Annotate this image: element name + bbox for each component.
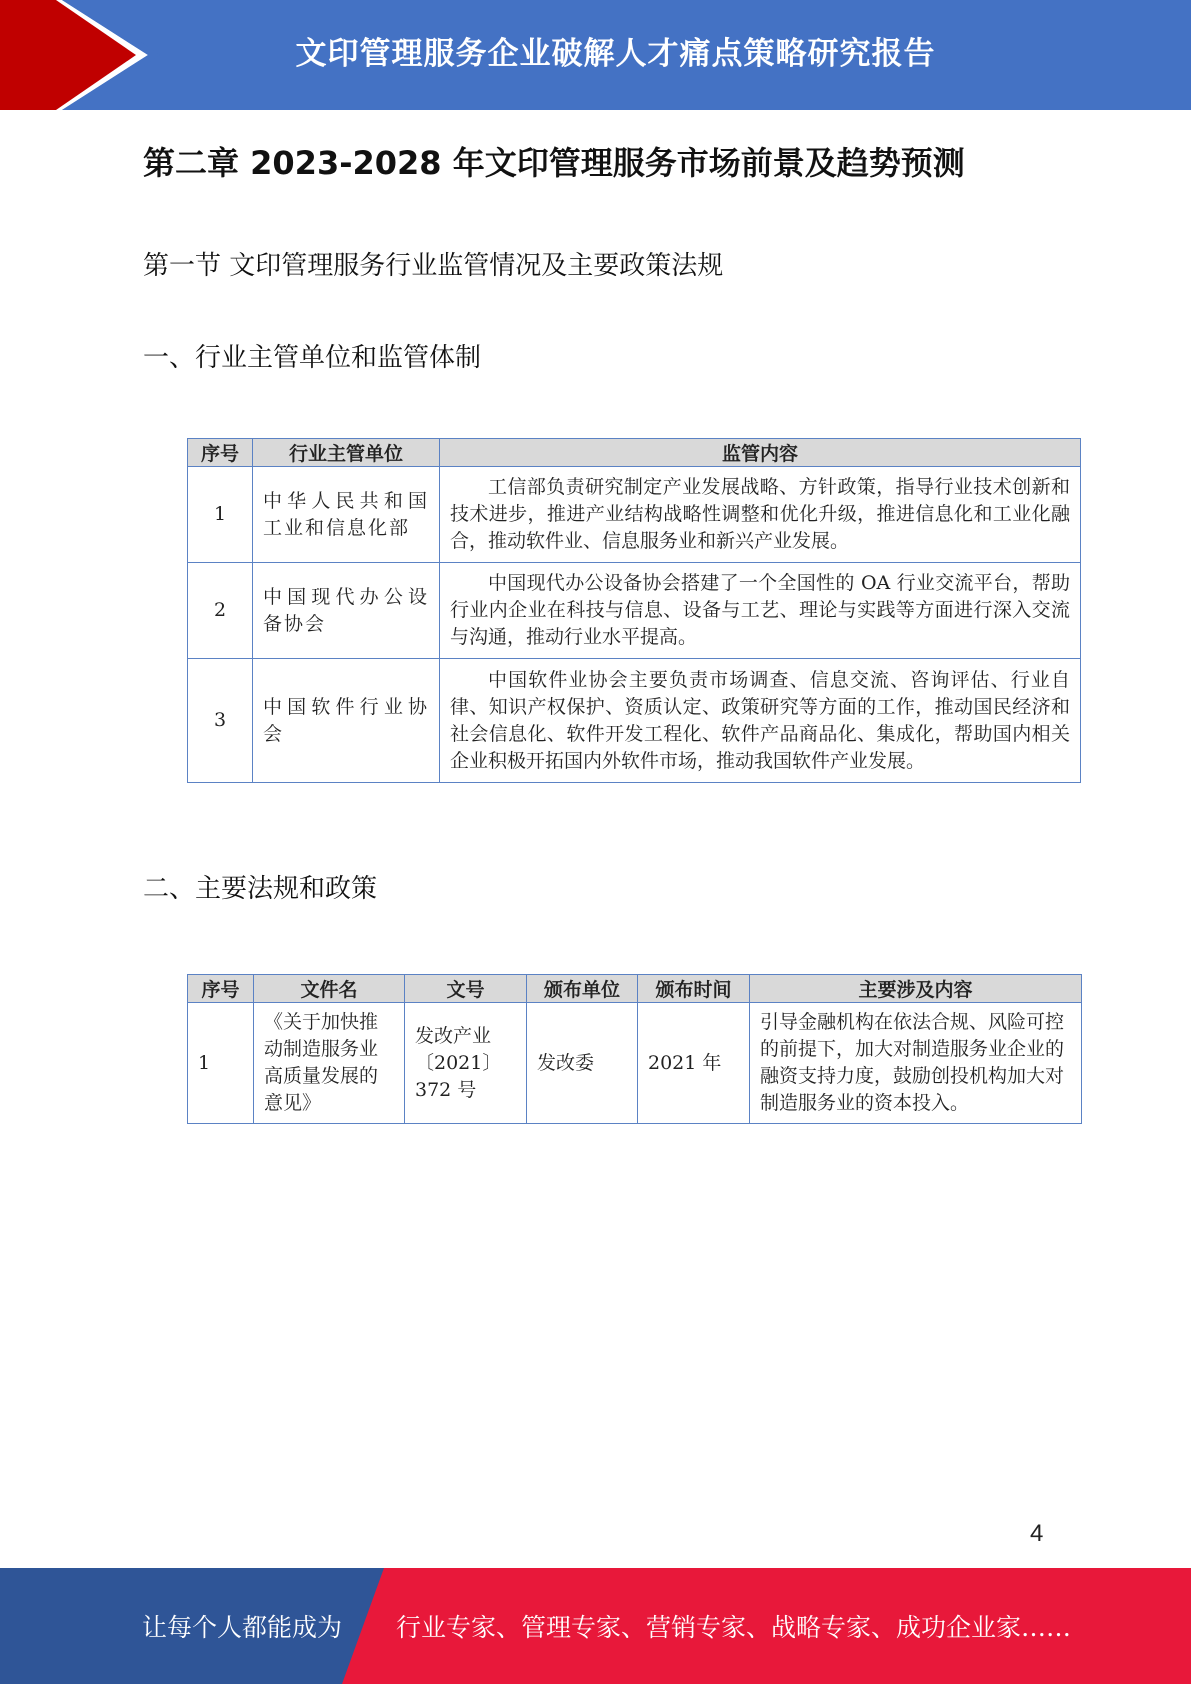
footer-slogan-right: 行业专家、管理专家、营销专家、战略专家、成功企业家……	[396, 1613, 1072, 1642]
row-unit: 中国现代办公设备协会	[253, 563, 440, 659]
table-row	[188, 467, 1081, 563]
row-content: 中国软件业协会主要负责市场调查、信息交流、咨询评估、行业自律、知识产权保护、资质认定、政策研究等方面的工作，推动国民经济和社会信息化、软件开发工程化、软件产品商品化、集成化，帮助国内相关企业积极开拓国内外软件市场，推动我国软件产业发展。	[440, 659, 1081, 783]
chapter-title: 第二章 2023-2028 年文印管理服务市场前景及趋势预测	[143, 144, 965, 182]
row-name: 《关于加快推动制造服务业高质量发展的意见》	[254, 1003, 405, 1124]
row-content: 引导金融机构在依法合规、风险可控的前提下，加大对制造服务业企业的融资支持力度，鼓励创投机构加大对制造服务业的资本投入。	[750, 1003, 1082, 1124]
row-no: 2	[188, 563, 253, 659]
row-unit: 中国软件行业协会	[253, 659, 440, 783]
section-title: 第一节 文印管理服务行业监管情况及主要政策法规	[143, 251, 724, 281]
header-doc-no: 文号	[405, 975, 527, 1003]
table-row	[188, 659, 1081, 783]
row-issuer: 发改委	[527, 1003, 638, 1124]
row-date: 2021 年	[638, 1003, 750, 1124]
header-issuer: 颁布单位	[527, 975, 638, 1003]
subsection-title-1: 一、行业主管单位和监管体制	[143, 343, 482, 373]
header-name: 文件名	[254, 975, 405, 1003]
row-doc-no: 发改产业〔2021〕372 号	[405, 1003, 527, 1124]
header-no: 序号	[188, 439, 253, 467]
row-no: 3	[188, 659, 253, 783]
row-no: 1	[188, 467, 253, 563]
header-content: 监管内容	[440, 439, 1081, 467]
row-content: 中国现代办公设备协会搭建了一个全国性的 OA 行业交流平台，帮助行业内企业在科技与信息、设备与工艺、理论与实践等方面进行深入交流与沟通，推动行业水平提高。	[440, 563, 1081, 659]
table-row	[188, 563, 1081, 659]
regulator-table	[187, 438, 1081, 783]
table-row	[188, 1003, 1082, 1124]
subsection-title-2: 二、主要法规和政策	[143, 874, 378, 904]
page-number: 4	[1030, 1520, 1044, 1547]
policy-table	[187, 974, 1082, 1124]
header-date: 颁布时间	[638, 975, 750, 1003]
row-content: 工信部负责研究制定产业发展战略、方针政策，指导行业技术创新和技术进步，推进产业结构战略性调整和优化升级，推进信息化和工业化融合，推动软件业、信息服务业和新兴产业发展。	[440, 467, 1081, 563]
header-band	[0, 0, 1191, 110]
header-content: 主要涉及内容	[750, 975, 1082, 1003]
table-header-row	[188, 975, 1082, 1003]
header-arrow-decoration	[0, 0, 160, 110]
footer-band	[0, 1568, 1191, 1684]
row-unit: 中华人民共和国工业和信息化部	[253, 467, 440, 563]
header-no: 序号	[188, 975, 254, 1003]
row-no: 1	[188, 1003, 254, 1124]
table-header-row	[188, 439, 1081, 467]
report-title: 文印管理服务企业破解人才痛点策略研究报告	[295, 35, 936, 72]
footer-slogan-left: 让每个人都能成为	[142, 1613, 343, 1642]
header-unit: 行业主管单位	[253, 439, 440, 467]
